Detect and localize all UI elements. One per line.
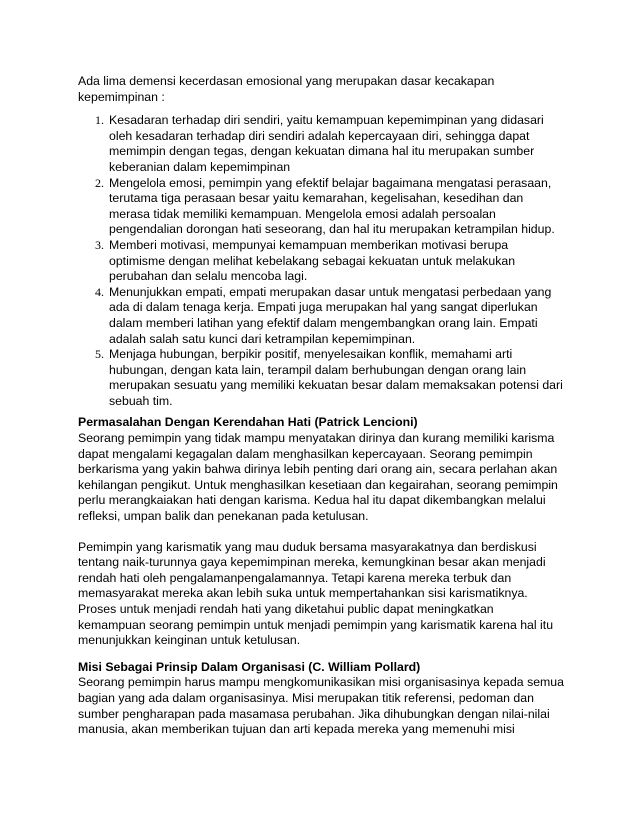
numbered-list [78,113,564,409]
list-item-text: Menjaga hubungan, berpikir positif, menyelesaikan konflik, memahami arti hubungan, dengan kata lain, terampil dalam berhubungan dengan orang lain merupakan sesuatu yang memiliki kekuatan besar dalam memaksakan potensi dari sebuah tim. [109,347,563,408]
intro-text: Ada lima demensi kecerdasan emosional yang merupakan dasar kecakapan kepemimpinan : [78,74,495,104]
section-heading: Misi Sebagai Prinsip Dalam Organisasi (C. William Pollard) [78,659,421,674]
list-item [78,285,564,347]
section-heading: Permasalahan Dengan Kerendahan Hati (Patrick Lencioni) [78,415,418,430]
list-item [78,238,564,285]
list-item [78,176,564,238]
paragraph: Seorang pemimpin harus mampu mengkomunikasikan misi organisasinya kepada semua bagian yang ada dalam organisasinya. Misi merupakan titik referensi, pedoman dan sumber pengharapan pada masamasa perubahan. Jika dihubungkan dengan nilai-nilai manusia, akan memberikan tujuan dan arti kepada mereka yang memenuhi misi [78,675,564,737]
list-item-text: Menunjukkan empati, empati merupakan dasar untuk mengatasi perbedaan yang ada di dalam tenaga kerja. Empati juga merupakan hal yang sangat diperlukan dalam memberi latihan yang efektif dalam mengembangkan orang lain. Empati adalah salah satu kunci dari ketrampilan kepemimpinan. [109,284,552,346]
paragraph: Seorang pemimpin yang tidak mampu menyatakan dirinya dan kurang memiliki karisma dapat mengalami kegagalan dalam menghasilkan kepercayaan. Seorang pemimpin berkarisma yang yakin bahwa dirinya lebih penting dari orang ain, secara perlahan akan kehilangan pengikut. Untuk menghasilkan kesetiaan dan kegairahan, seorang pemimpin perlu merangkaiakan hati dengan karisma. Kedua hal itu dapat dikembangkan melalui refleksi, umpan balik dan penekanan pada ketulusan. [78,431,558,524]
list-item-text: Kesadaran terhadap diri sendiri, yaitu kemampuan kepemimpinan yang didasari oleh kesadaran terhadap diri sendiri adalah kepercayaan diri, sehingga dapat memimpin dengan tegas, dengan kekuatan dimana hal itu merupakan sumber keberanian dalam kepemimpinan [109,113,544,174]
document-page [78,74,564,749]
list-item [78,113,564,175]
list-number: 2. [95,175,104,190]
list-number: 3. [95,237,104,252]
list-item [78,347,564,409]
section-mission [78,660,564,738]
list-number: 5. [95,347,104,362]
list-number: 1. [95,113,104,128]
list-item-text: Memberi motivasi, mempunyai kemampuan memberikan motivasi berupa optimisme dengan melihat kebelakang sebagai kekuatan untuk melakukan perubahan dan selalu mencoba lagi. [109,237,516,284]
list-item-text: Mengelola emosi, pemimpin yang efektif belajar bagaimana mengatasi perasaan, terutama tiga perasaan besar yaitu kemarahan, kegelisahan, kesedihan dan merasa tidak memiliki kemampuan. Mengelola emosi adalah persoalan pengendalian dorongan hati seseorang, dan hal itu merupakan ketrampilan hidup. [109,175,555,237]
paragraph: Pemimpin yang karismatik yang mau duduk bersama masyarakatnya dan berdiskusi tentang naik-turunnya gaya kepemimpinan mereka, kemungkinan besar akan menjadi rendah hati oleh pengalamanpengalamannya. Tetapi karena mereka terbuk dan memasyarakat mereka akan lebih suka untuk mempertahankan sisi karismatiknya. Proses untuk menjadi rendah hati yang diketahui public dapat meningkatkan kemampuan seorang pemimpin untuk menjadi pemimpin yang karismatik karena hal itu menunjukkan keinginan untuk ketulusan. [78,539,554,648]
section-humility [78,415,564,648]
list-number: 4. [95,284,104,299]
